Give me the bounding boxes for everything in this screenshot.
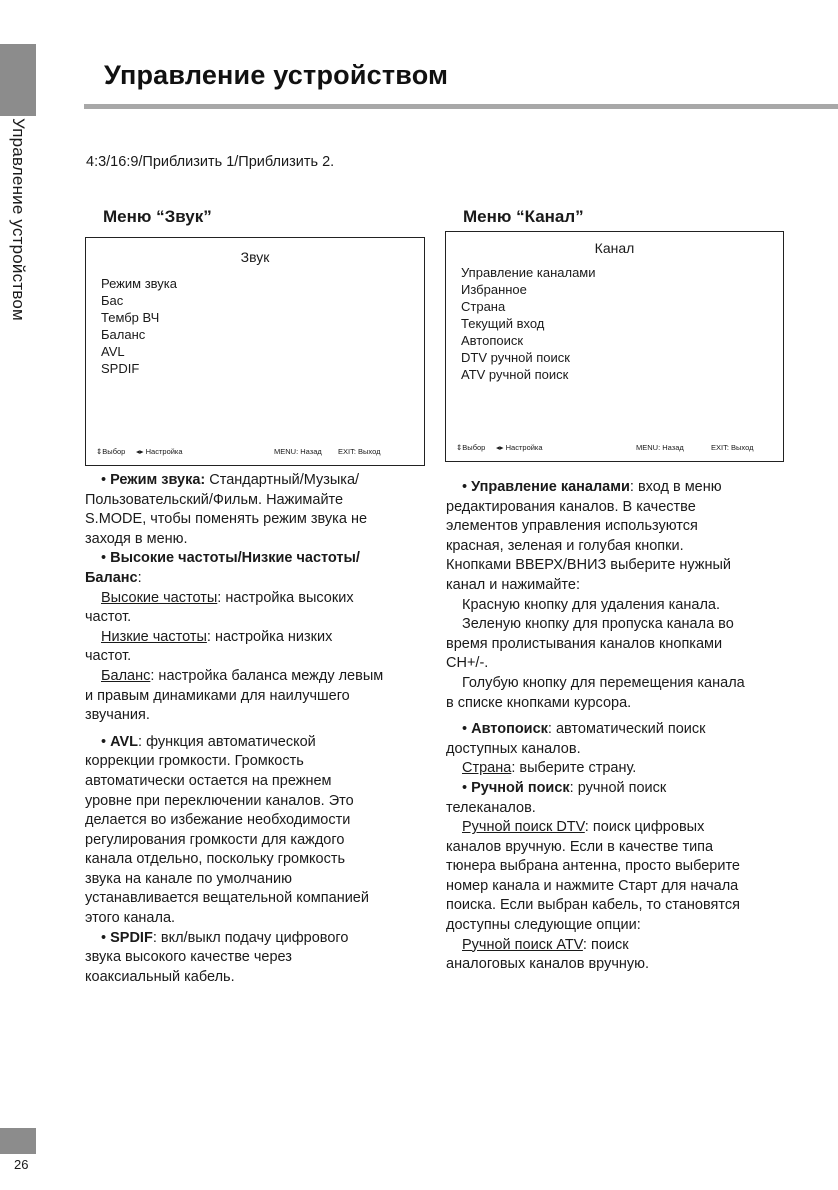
- side-tab-marker: [0, 44, 36, 116]
- channel-menu-items: [461, 264, 596, 383]
- channel-menu-footer: ⇕Выбор ◂▸ Настройка MENU: Назад EXIT: Выход: [456, 443, 754, 452]
- sound-menu-footer: ⇕Выбор ◂▸ Настройка MENU: Назад EXIT: Выход: [96, 447, 381, 456]
- page-title: Управление устройством: [104, 60, 449, 90]
- channel-menu-box-title: Канал: [594, 240, 635, 256]
- bullet-icon: •: [101, 472, 111, 488]
- page-number-tab: [0, 1128, 36, 1154]
- sound-menu-screenshot: [85, 237, 425, 466]
- intro-text: 4:3/16:9/Приблизить 1/Приблизить 2.: [86, 154, 335, 170]
- bullet-icon: •: [101, 733, 111, 750]
- menu-item: Баланс: [101, 327, 146, 342]
- menu-item: Автопоиск: [461, 333, 524, 348]
- channel-description-column: • Управление каналами: вход в меню редактирования каналов. В качестве элементов управления используются красная, зеленая и голубая кнопки. Кнопками ВВЕРХ/ВНИЗ выберите нужный канал и нажимайте: Красную кнопку для удаления канала. Зеленую кнопку для пропуска канала во время пролистывания каналов кнопками CH+/-. Голубую кнопку для перемещения канала в списке кнопками курсора. • Автопоиск: автоматический поиск доступных каналов. Страна: выберите страну. • Ручной поиск: ручной поиск телеканалов. Ручной поиск DTV: поиск цифровых каналов вручную. Если в качестве типа тюнера выбрана антенна, просто выберите номер канала и нажмите Старт для начала поиска. Если выбран кабель, то становятся доступны следующие опции: Ручной поиск ATV: поиск аналоговых каналов вручную.: [446, 479, 745, 973]
- menu-item: Режим звука: [101, 276, 177, 291]
- page-number: 26: [14, 1157, 29, 1172]
- bullet-icon: •: [462, 479, 472, 495]
- header-divider: [84, 104, 838, 109]
- bullet-icon: •: [101, 550, 111, 567]
- up-down-arrows-icon: ⇕: [456, 443, 463, 452]
- menu-item: Бас: [101, 293, 124, 308]
- menu-item: Страна: [461, 299, 506, 314]
- left-right-arrows-icon: ◂▸: [136, 447, 144, 456]
- sound-menu-box-title: Звук: [240, 249, 270, 265]
- menu-item: Управление каналами: [461, 265, 596, 280]
- sound-description-column: • Режим звука: Стандартный/Музыка/ Пользовательский/Фильм. Нажимайте S.MODE, чтобы поменять режим звука не заходя в меню. • Высокие частоты/Низкие частоты/ Баланс: Высокие частоты: настройка высоких частот. Низкие частоты: настройка низких частот. Баланс: настройка баланса между левым и правым динамиками для наилучшего звучания. • AVL: функция автоматической коррекции громкости. Громкость автоматически остается на прежнем уровне при переключении каналов. Это делается во избежание необходимости регулирования громкости для каждого канала отдельно, поскольку громкость звука на канале по умолчанию устанавливается вещательной компанией этого канала. • SPDIF: вкл/выкл подачу цифрового звука высокого качестве через коаксиальный кабель.: [85, 472, 384, 985]
- menu-item: Тембр ВЧ: [101, 310, 160, 325]
- channel-menu-heading: Меню “Канал”: [463, 207, 584, 226]
- bullet-icon: •: [462, 779, 472, 796]
- menu-item: DTV ручной поиск: [461, 350, 570, 365]
- bullet-icon: •: [462, 721, 472, 738]
- side-section-label: Управление устройством: [9, 118, 28, 321]
- left-right-arrows-icon: ◂▸: [496, 443, 504, 452]
- menu-item: Избранное: [461, 282, 527, 297]
- menu-item: AVL: [101, 344, 125, 359]
- sound-menu-heading: Меню “Звук”: [103, 207, 212, 226]
- menu-item: SPDIF: [101, 361, 140, 376]
- up-down-arrows-icon: ⇕: [96, 447, 103, 456]
- menu-item: Текущий вход: [461, 316, 545, 331]
- bullet-icon: •: [101, 929, 111, 946]
- menu-item: ATV ручной поиск: [461, 367, 569, 382]
- sound-menu-items: [101, 275, 177, 377]
- channel-menu-screenshot: [445, 231, 784, 462]
